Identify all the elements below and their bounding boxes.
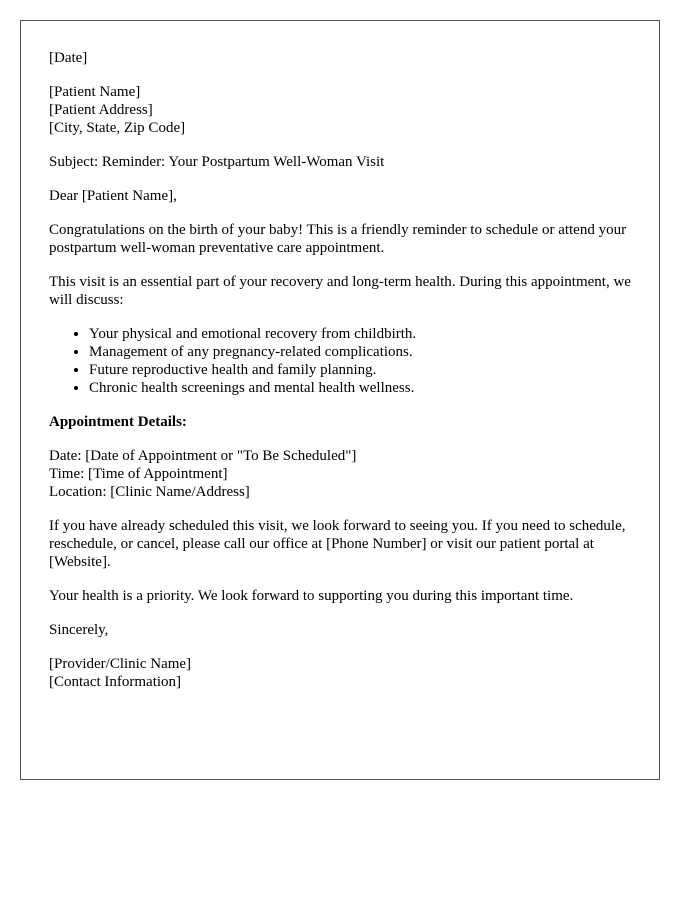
list-item: • Your physical and emotional recovery from childbirth. [89, 325, 631, 343]
salutation: Dear [Patient Name], [49, 188, 177, 204]
list-item: • Future reproductive health and family planning. [89, 361, 631, 379]
subject-line: Subject: Reminder: Your Postpartum Well-Woman Visit [49, 154, 385, 170]
recipient-address-block [49, 83, 631, 137]
recipient-name: [Patient Name] [49, 84, 141, 100]
signature-provider: [Provider/Clinic Name] [49, 656, 192, 672]
list-item: • Management of any pregnancy-related complications. [89, 343, 631, 361]
signature-block [49, 655, 631, 691]
list-item: • Chronic health screenings and mental health wellness. [89, 379, 631, 397]
appointment-time: Time: [Time of Appointment] [49, 466, 228, 482]
appointment-details [49, 447, 631, 501]
closing-note: Your health is a priority. We look forward to supporting you during this important time. [49, 588, 574, 604]
topics-list [49, 325, 631, 397]
appointment-heading: Appointment Details: [49, 414, 187, 430]
scheduling-paragraph: If you have already scheduled this visit, we look forward to seeing you. If you need to schedule, reschedule, or cancel, please call our office at [Phone Number] or visit our patient portal at [Website]. [49, 518, 626, 570]
signoff: Sincerely, [49, 622, 109, 638]
recipient-address: [Patient Address] [49, 102, 153, 118]
recipient-city-line: [City, State, Zip Code] [49, 120, 186, 136]
signature-contact: [Contact Information] [49, 674, 182, 690]
letter-page [20, 20, 660, 780]
appointment-date: Date: [Date of Appointment or "To Be Scheduled"] [49, 448, 357, 464]
purpose-paragraph: This visit is an essential part of your recovery and long-term health. During this appointment, we will discuss: [49, 274, 631, 308]
intro-paragraph: Congratulations on the birth of your baby! This is a friendly reminder to schedule or attend your postpartum well-woman preventative care appointment. [49, 222, 627, 256]
letter-date: [Date] [49, 50, 88, 66]
appointment-location: Location: [Clinic Name/Address] [49, 484, 250, 500]
